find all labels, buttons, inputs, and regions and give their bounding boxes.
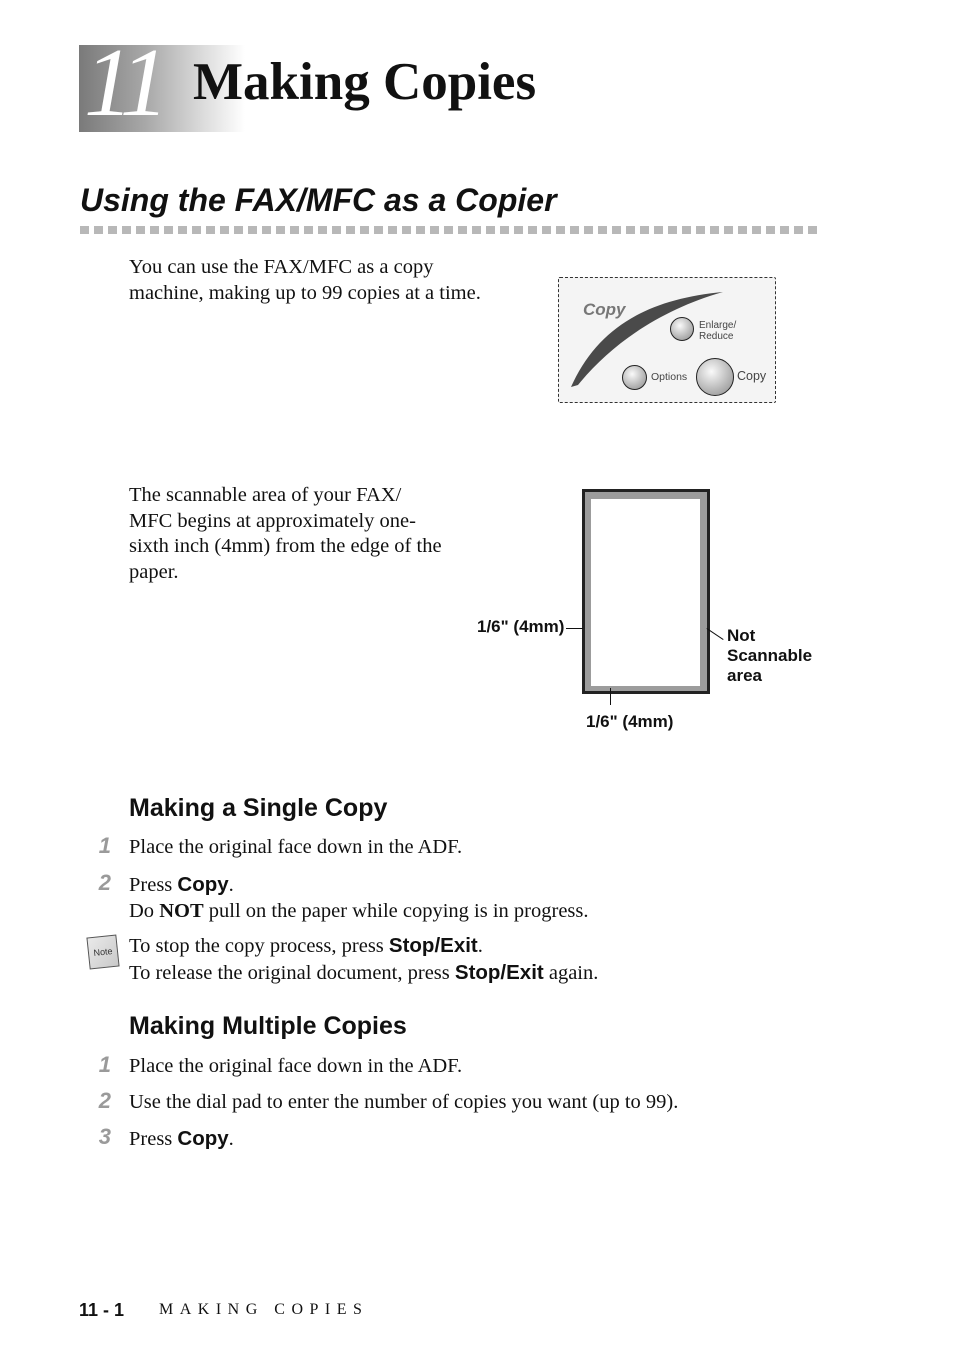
step-text: Place the original face down in the ADF. xyxy=(129,836,463,858)
footer-chapter-title: MAKING COPIES xyxy=(159,1301,369,1318)
stop-exit-key-name: Stop/Exit xyxy=(388,934,478,957)
step-emphasis: NOT xyxy=(159,899,204,922)
intro-line: You can use the FAX/MFC as a copy xyxy=(129,256,434,278)
bottom-margin-leader xyxy=(610,688,611,705)
step-text xyxy=(129,1126,234,1153)
not-scannable-line: area xyxy=(727,666,762,685)
footer-page-number: 11 - 1 xyxy=(79,1300,125,1320)
panel-copy-logo: Copy xyxy=(583,300,626,319)
copy-key-name: Copy xyxy=(177,1127,229,1150)
chapter-title: Making Copies xyxy=(193,53,537,111)
side-margin-label: 1/6" (4mm) xyxy=(477,617,565,636)
step-text-part: Press xyxy=(129,874,178,896)
intro-paragraph xyxy=(129,255,509,306)
scan-line: MFC begins at approximately one- xyxy=(129,509,416,532)
copy-button xyxy=(696,358,734,396)
not-scannable-line: Not xyxy=(727,626,756,645)
enlarge-reduce-button xyxy=(670,317,694,341)
single-copy-heading: Making a Single Copy xyxy=(129,794,388,822)
note-text xyxy=(129,933,598,986)
stop-exit-key-name: Stop/Exit xyxy=(454,960,544,984)
paper-scannable-area xyxy=(591,499,700,686)
scan-line: The scannable area of your FAX/ xyxy=(129,484,402,506)
step-number: 3 xyxy=(98,1124,111,1149)
side-margin-leader xyxy=(566,628,583,629)
note-text-part: To stop the copy process, press xyxy=(129,935,389,957)
copy-label: Copy xyxy=(737,369,767,383)
not-scannable-line: Scannable xyxy=(727,646,813,665)
note-text-part: again. xyxy=(543,961,599,984)
step-number: 1 xyxy=(98,1052,111,1077)
step-text-part: . xyxy=(228,1128,234,1150)
intro-line: machine, making up to 99 copies at a time. xyxy=(129,281,481,304)
step-text: Place the original face down in the ADF. xyxy=(129,1055,463,1077)
step-text: Use the dial pad to enter the number of copies you want (up to 99). xyxy=(129,1091,679,1113)
section-divider xyxy=(80,226,822,234)
options-label: Options xyxy=(651,371,688,383)
section-title: Using the FAX/MFC as a Copier xyxy=(80,182,557,218)
scannable-paragraph xyxy=(129,483,469,585)
scan-line: sixth inch (4mm) from the edge of the xyxy=(129,535,442,557)
options-button xyxy=(622,365,647,390)
multiple-copies-heading: Making Multiple Copies xyxy=(129,1012,407,1040)
bottom-margin-label: 1/6" (4mm) xyxy=(586,712,674,731)
scan-line: paper. xyxy=(129,560,179,583)
step-text-part: pull on the paper while copying is in progress. xyxy=(203,899,589,922)
note-text-part: To release the original document, press xyxy=(129,961,455,984)
step-number: 2 xyxy=(98,870,111,895)
step-text xyxy=(129,872,589,924)
step-text-part: Do xyxy=(129,899,160,922)
not-scannable-label xyxy=(727,626,837,686)
chapter-number: 11 xyxy=(84,29,163,137)
step-number: 2 xyxy=(98,1088,111,1113)
step-number: 1 xyxy=(98,833,111,858)
enlarge-reduce-label xyxy=(699,320,759,342)
note-text-part: . xyxy=(477,935,483,957)
step-text-part: . xyxy=(228,874,234,896)
enlarge-label-line: Reduce xyxy=(699,331,734,342)
step-text-part: Press xyxy=(129,1128,178,1150)
note-icon: Note xyxy=(86,935,119,970)
copy-key-name: Copy xyxy=(177,873,229,896)
enlarge-label-line: Enlarge/ xyxy=(699,320,737,331)
